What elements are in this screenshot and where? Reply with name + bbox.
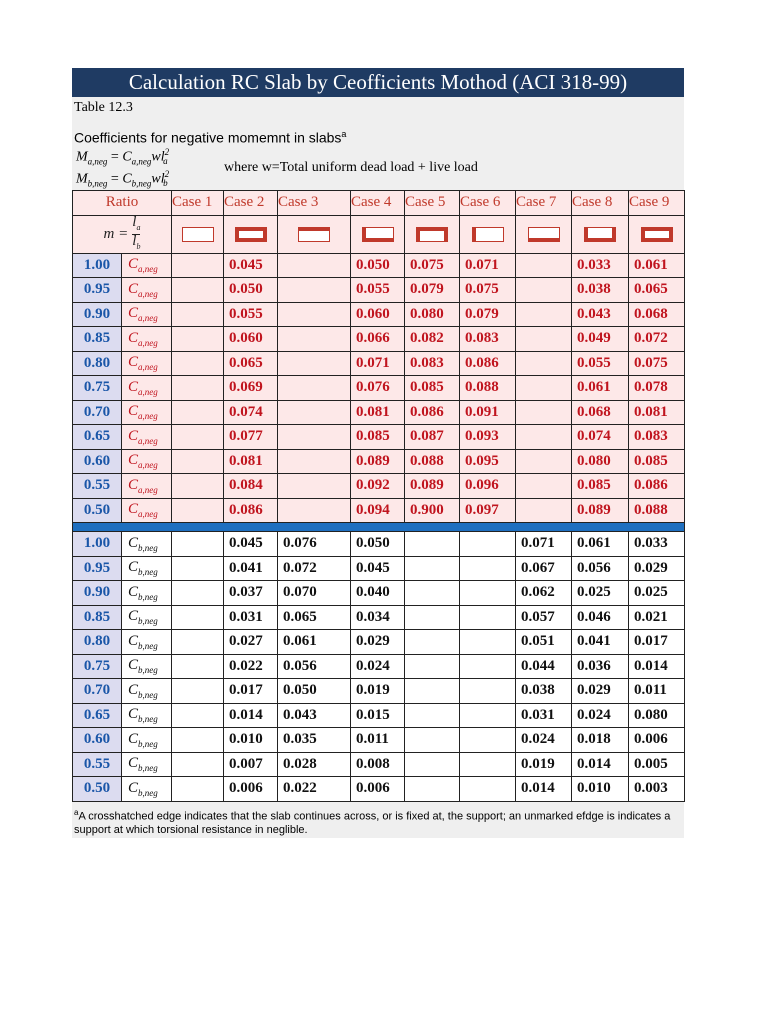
cb-neg-case-2-value: 0.045 [224, 532, 278, 557]
m-ratio-formula: m = $\frac{l_a}{l_b}$ [73, 215, 172, 253]
cb-neg-case-5-value [405, 605, 460, 630]
ca-neg-case-7-value [516, 376, 572, 401]
ca-neg-row [73, 474, 685, 499]
ca-neg-case-2-value: 0.055 [224, 302, 278, 327]
ca-neg-case-1-value [172, 474, 224, 499]
case-6-header: Case 6 [460, 191, 516, 216]
ca-neg-case-8-value: 0.049 [572, 327, 629, 352]
cb-neg-case-2-value: 0.010 [224, 728, 278, 753]
cb-neg-case-8-value: 0.046 [572, 605, 629, 630]
ca-neg-case-6-value: 0.086 [460, 351, 516, 376]
ca-neg-case-8-value: 0.080 [572, 449, 629, 474]
ca-neg-case-4-value: 0.060 [351, 302, 405, 327]
cb-neg-case-3-value: 0.028 [278, 752, 351, 777]
cb-neg-case-9-value: 0.029 [629, 556, 685, 581]
cb-neg-ratio-cell: 1.00 [73, 532, 122, 557]
case-5-header: Case 5 [405, 191, 460, 216]
cb-neg-case-8-value: 0.029 [572, 679, 629, 704]
cb-neg-case-7-value: 0.019 [516, 752, 572, 777]
ca-neg-ratio-cell: 0.80 [73, 351, 122, 376]
ca-neg-case-8-value: 0.085 [572, 474, 629, 499]
calculation-sheet [72, 68, 684, 838]
ca-neg-case-3-value [278, 327, 351, 352]
cb-neg-case-4-value: 0.045 [351, 556, 405, 581]
cb-neg-case-9-value: 0.025 [629, 581, 685, 606]
ca-neg-case-4-value: 0.081 [351, 400, 405, 425]
table-reference: Table 12.3 [74, 100, 133, 115]
cb-neg-case-8-value: 0.018 [572, 728, 629, 753]
ca-neg-case-2-value: 0.069 [224, 376, 278, 401]
cb-neg-case-8-value: 0.061 [572, 532, 629, 557]
cb-neg-row [73, 752, 685, 777]
ca-neg-ratio-cell: 0.70 [73, 400, 122, 425]
cb-neg-case-2-value: 0.017 [224, 679, 278, 704]
ca-neg-case-6-value: 0.071 [460, 253, 516, 278]
cb-neg-case-1-value [172, 581, 224, 606]
ca-neg-case-8-value: 0.068 [572, 400, 629, 425]
case-9-slab-icon [641, 227, 673, 242]
ca-neg-case-3-value [278, 400, 351, 425]
case-7-header: Case 7 [516, 191, 572, 216]
cb-neg-case-4-value: 0.024 [351, 654, 405, 679]
ca-neg-case-7-value [516, 449, 572, 474]
header-row [73, 191, 685, 216]
ca-neg-case-2-value: 0.065 [224, 351, 278, 376]
cb-neg-case-6-value [460, 728, 516, 753]
ca-neg-case-8-value: 0.055 [572, 351, 629, 376]
ca-neg-ratio-cell: 0.75 [73, 376, 122, 401]
cb-neg-case-7-value: 0.044 [516, 654, 572, 679]
cb-neg-case-1-value [172, 532, 224, 557]
ca-neg-case-4-value: 0.050 [351, 253, 405, 278]
cb-neg-case-5-value [405, 556, 460, 581]
ca-neg-case-9-value: 0.061 [629, 253, 685, 278]
cb-neg-row [73, 532, 685, 557]
cb-neg-row [73, 679, 685, 704]
ca-neg-case-1-value [172, 376, 224, 401]
cb-neg-case-1-value [172, 556, 224, 581]
cb-neg-case-4-value: 0.006 [351, 777, 405, 802]
cb-neg-case-7-value: 0.024 [516, 728, 572, 753]
case-3-header: Case 3 [278, 191, 351, 216]
formula-ma: $M_{a,neg} = C_{a,neg}wl^2_a$ [76, 147, 170, 167]
ca-neg-symbol-cell: $C_{a,neg}$ [122, 253, 172, 278]
cb-neg-case-4-value: 0.019 [351, 679, 405, 704]
cb-neg-case-9-value: 0.003 [629, 777, 685, 802]
ca-neg-case-1-value [172, 302, 224, 327]
cb-neg-ratio-cell: 0.90 [73, 581, 122, 606]
cb-neg-case-2-value: 0.007 [224, 752, 278, 777]
cb-neg-case-3-value: 0.061 [278, 630, 351, 655]
cb-neg-case-9-value: 0.033 [629, 532, 685, 557]
ca-neg-symbol-cell: $C_{a,neg}$ [122, 302, 172, 327]
ca-neg-case-3-value [278, 425, 351, 450]
footnote: $^a$A crosshatched edge indicates that the slab continues across, or is fixed at, the support; an unmarked efdge is indicates a support at which torsional resistance in neglible. [72, 802, 684, 838]
cb-neg-case-6-value [460, 532, 516, 557]
moment-formulas [72, 145, 684, 190]
ca-neg-row [73, 376, 685, 401]
ca-neg-case-4-value: 0.071 [351, 351, 405, 376]
ca-neg-case-4-value: 0.089 [351, 449, 405, 474]
cb-neg-case-6-value [460, 777, 516, 802]
ca-neg-case-2-value: 0.086 [224, 498, 278, 523]
cb-neg-case-4-value: 0.008 [351, 752, 405, 777]
cb-neg-row [73, 777, 685, 802]
ca-neg-row [73, 498, 685, 523]
cb-neg-case-7-value: 0.038 [516, 679, 572, 704]
ca-neg-case-5-value: 0.087 [405, 425, 460, 450]
ca-neg-case-5-value: 0.900 [405, 498, 460, 523]
ca-neg-case-8-value: 0.033 [572, 253, 629, 278]
cb-neg-case-2-value: 0.006 [224, 777, 278, 802]
case-icons-row [73, 215, 685, 253]
cb-neg-case-6-value [460, 581, 516, 606]
ca-neg-row [73, 327, 685, 352]
ca-neg-case-7-value [516, 253, 572, 278]
case-8-header: Case 8 [572, 191, 629, 216]
cb-neg-ratio-cell: 0.95 [73, 556, 122, 581]
ca-neg-case-2-value: 0.084 [224, 474, 278, 499]
ca-neg-case-9-value: 0.086 [629, 474, 685, 499]
cb-neg-symbol-cell: $C_{b,neg}$ [122, 679, 172, 704]
ca-neg-case-6-value: 0.083 [460, 327, 516, 352]
cb-neg-case-5-value [405, 728, 460, 753]
ca-neg-case-2-value: 0.050 [224, 278, 278, 303]
cb-neg-case-5-value [405, 752, 460, 777]
case-1-slab-icon [182, 227, 214, 242]
cb-neg-case-6-value [460, 752, 516, 777]
ca-neg-ratio-cell: 0.60 [73, 449, 122, 474]
ca-neg-case-2-value: 0.045 [224, 253, 278, 278]
ca-neg-case-3-value [278, 302, 351, 327]
intro-block [72, 97, 684, 190]
cb-neg-case-9-value: 0.014 [629, 654, 685, 679]
cb-neg-case-1-value [172, 654, 224, 679]
ca-neg-row [73, 400, 685, 425]
cb-neg-case-9-value: 0.011 [629, 679, 685, 704]
cb-neg-case-1-value [172, 630, 224, 655]
ca-neg-case-8-value: 0.043 [572, 302, 629, 327]
cb-neg-ratio-cell: 0.85 [73, 605, 122, 630]
ca-neg-ratio-cell: 0.85 [73, 327, 122, 352]
ca-neg-case-9-value: 0.078 [629, 376, 685, 401]
case-4-slab-icon [362, 227, 394, 242]
cb-neg-case-8-value: 0.025 [572, 581, 629, 606]
cb-neg-case-2-value: 0.022 [224, 654, 278, 679]
cb-neg-case-3-value: 0.035 [278, 728, 351, 753]
cb-neg-case-4-value: 0.050 [351, 532, 405, 557]
ca-neg-row [73, 278, 685, 303]
ca-neg-case-5-value: 0.088 [405, 449, 460, 474]
case-1-header: Case 1 [172, 191, 224, 216]
ca-neg-case-7-value [516, 474, 572, 499]
cb-neg-case-2-value: 0.014 [224, 703, 278, 728]
cb-neg-case-1-value [172, 777, 224, 802]
ca-neg-case-9-value: 0.088 [629, 498, 685, 523]
cb-neg-case-2-value: 0.037 [224, 581, 278, 606]
cb-neg-case-6-value [460, 630, 516, 655]
cb-neg-case-5-value [405, 532, 460, 557]
ca-neg-case-7-value [516, 278, 572, 303]
cb-neg-ratio-cell: 0.50 [73, 777, 122, 802]
ratio-header: Ratio [73, 191, 172, 216]
cb-neg-symbol-cell: $C_{b,neg}$ [122, 728, 172, 753]
ca-neg-case-6-value: 0.096 [460, 474, 516, 499]
cb-neg-case-8-value: 0.014 [572, 752, 629, 777]
ca-neg-symbol-cell: $C_{a,neg}$ [122, 498, 172, 523]
cb-neg-ratio-cell: 0.80 [73, 630, 122, 655]
cb-neg-case-3-value: 0.070 [278, 581, 351, 606]
cb-neg-case-3-value: 0.050 [278, 679, 351, 704]
footnote-mark: a [341, 129, 347, 139]
cb-neg-case-4-value: 0.029 [351, 630, 405, 655]
ca-neg-case-9-value: 0.081 [629, 400, 685, 425]
case-6-slab-icon [472, 227, 504, 242]
ca-neg-ratio-cell: 0.95 [73, 278, 122, 303]
ca-neg-case-9-value: 0.085 [629, 449, 685, 474]
cb-neg-row [73, 654, 685, 679]
ca-neg-case-6-value: 0.075 [460, 278, 516, 303]
cb-neg-case-3-value: 0.065 [278, 605, 351, 630]
cb-neg-case-9-value: 0.005 [629, 752, 685, 777]
cb-neg-case-1-value [172, 752, 224, 777]
ca-neg-row [73, 351, 685, 376]
ca-neg-case-6-value: 0.079 [460, 302, 516, 327]
ca-neg-case-9-value: 0.075 [629, 351, 685, 376]
cb-neg-row [73, 728, 685, 753]
cb-neg-case-5-value [405, 777, 460, 802]
cb-neg-case-5-value [405, 703, 460, 728]
cb-neg-case-7-value: 0.062 [516, 581, 572, 606]
cb-neg-case-6-value [460, 556, 516, 581]
ca-neg-case-7-value [516, 400, 572, 425]
cb-neg-symbol-cell: $C_{b,neg}$ [122, 532, 172, 557]
ca-neg-case-6-value: 0.097 [460, 498, 516, 523]
cb-neg-case-8-value: 0.024 [572, 703, 629, 728]
cb-neg-case-8-value: 0.036 [572, 654, 629, 679]
cb-neg-case-7-value: 0.051 [516, 630, 572, 655]
cb-neg-symbol-cell: $C_{b,neg}$ [122, 703, 172, 728]
ca-neg-case-5-value: 0.089 [405, 474, 460, 499]
cb-neg-case-7-value: 0.067 [516, 556, 572, 581]
cb-neg-ratio-cell: 0.60 [73, 728, 122, 753]
ca-neg-case-9-value: 0.072 [629, 327, 685, 352]
ca-neg-case-5-value: 0.075 [405, 253, 460, 278]
ca-neg-case-5-value: 0.085 [405, 376, 460, 401]
formula-mb: $M_{b,neg} = C_{b,neg}wl^2_b$ [76, 169, 170, 189]
ca-neg-case-3-value [278, 474, 351, 499]
ca-neg-case-6-value: 0.091 [460, 400, 516, 425]
case-4-header: Case 4 [351, 191, 405, 216]
cb-neg-case-9-value: 0.017 [629, 630, 685, 655]
cb-neg-case-1-value [172, 728, 224, 753]
cb-neg-case-2-value: 0.031 [224, 605, 278, 630]
ca-neg-case-4-value: 0.055 [351, 278, 405, 303]
ca-neg-case-2-value: 0.077 [224, 425, 278, 450]
cb-neg-row [73, 556, 685, 581]
cb-neg-case-1-value [172, 703, 224, 728]
ca-neg-symbol-cell: $C_{a,neg}$ [122, 400, 172, 425]
case-3-slab-icon [298, 227, 330, 242]
cb-neg-case-8-value: 0.010 [572, 777, 629, 802]
case-8-slab-icon [584, 227, 616, 242]
ca-neg-case-2-value: 0.074 [224, 400, 278, 425]
ca-neg-case-3-value [278, 253, 351, 278]
ca-neg-case-5-value: 0.083 [405, 351, 460, 376]
cb-neg-case-3-value: 0.056 [278, 654, 351, 679]
ca-neg-symbol-cell: $C_{a,neg}$ [122, 376, 172, 401]
ca-neg-case-9-value: 0.068 [629, 302, 685, 327]
ca-neg-case-7-value [516, 425, 572, 450]
ca-neg-case-8-value: 0.061 [572, 376, 629, 401]
cb-neg-row [73, 703, 685, 728]
ca-neg-case-3-value [278, 278, 351, 303]
cb-neg-case-7-value: 0.071 [516, 532, 572, 557]
cb-neg-case-4-value: 0.034 [351, 605, 405, 630]
ca-neg-row [73, 425, 685, 450]
cb-neg-row [73, 630, 685, 655]
ca-neg-ratio-cell: 0.90 [73, 302, 122, 327]
cb-neg-symbol-cell: $C_{b,neg}$ [122, 654, 172, 679]
cb-neg-case-7-value: 0.014 [516, 777, 572, 802]
cb-neg-case-6-value [460, 605, 516, 630]
cb-neg-case-5-value [405, 679, 460, 704]
ca-neg-symbol-cell: $C_{a,neg}$ [122, 327, 172, 352]
case-9-header: Case 9 [629, 191, 685, 216]
cb-neg-case-5-value [405, 654, 460, 679]
coefficients-table [72, 190, 685, 802]
cb-neg-case-4-value: 0.011 [351, 728, 405, 753]
ca-neg-case-4-value: 0.076 [351, 376, 405, 401]
ca-neg-case-8-value: 0.074 [572, 425, 629, 450]
ca-neg-case-6-value: 0.095 [460, 449, 516, 474]
ca-neg-case-4-value: 0.092 [351, 474, 405, 499]
ca-neg-case-1-value [172, 253, 224, 278]
ca-neg-case-1-value [172, 425, 224, 450]
cb-neg-case-4-value: 0.015 [351, 703, 405, 728]
ca-neg-case-4-value: 0.094 [351, 498, 405, 523]
ca-neg-case-7-value [516, 351, 572, 376]
cb-neg-row [73, 581, 685, 606]
case-7-slab-icon [528, 227, 560, 242]
cb-neg-case-9-value: 0.006 [629, 728, 685, 753]
cb-neg-row [73, 605, 685, 630]
cb-neg-case-6-value [460, 703, 516, 728]
ca-neg-case-1-value [172, 351, 224, 376]
ca-neg-case-3-value [278, 449, 351, 474]
ca-neg-case-1-value [172, 327, 224, 352]
ca-neg-ratio-cell: 0.55 [73, 474, 122, 499]
cb-neg-case-7-value: 0.031 [516, 703, 572, 728]
cb-neg-case-6-value [460, 654, 516, 679]
cb-neg-ratio-cell: 0.70 [73, 679, 122, 704]
ca-neg-case-1-value [172, 400, 224, 425]
ca-neg-case-1-value [172, 278, 224, 303]
ca-neg-case-5-value: 0.080 [405, 302, 460, 327]
cb-neg-case-5-value [405, 630, 460, 655]
ca-neg-case-6-value: 0.093 [460, 425, 516, 450]
ca-neg-case-2-value: 0.060 [224, 327, 278, 352]
table-subtitle: Coefficients for negative momemnt in slabs$^a$ [74, 129, 347, 146]
ca-neg-case-8-value: 0.038 [572, 278, 629, 303]
ca-neg-symbol-cell: $C_{a,neg}$ [122, 449, 172, 474]
case-2-slab-icon [235, 227, 267, 242]
cb-neg-case-9-value: 0.021 [629, 605, 685, 630]
cb-neg-case-3-value: 0.076 [278, 532, 351, 557]
ca-neg-case-9-value: 0.083 [629, 425, 685, 450]
cb-neg-case-3-value: 0.072 [278, 556, 351, 581]
ca-neg-row [73, 253, 685, 278]
ca-neg-symbol-cell: $C_{a,neg}$ [122, 278, 172, 303]
cb-neg-case-8-value: 0.056 [572, 556, 629, 581]
ca-neg-case-1-value [172, 449, 224, 474]
ca-neg-case-3-value [278, 376, 351, 401]
ca-neg-ratio-cell: 0.65 [73, 425, 122, 450]
ca-neg-symbol-cell: $C_{a,neg}$ [122, 425, 172, 450]
ca-neg-case-7-value [516, 327, 572, 352]
ca-neg-ratio-cell: 0.50 [73, 498, 122, 523]
ca-neg-case-4-value: 0.066 [351, 327, 405, 352]
ca-neg-case-2-value: 0.081 [224, 449, 278, 474]
case-5-slab-icon [416, 227, 448, 242]
cb-neg-case-2-value: 0.027 [224, 630, 278, 655]
case-2-header: Case 2 [224, 191, 278, 216]
cb-neg-case-9-value: 0.080 [629, 703, 685, 728]
ca-neg-row [73, 302, 685, 327]
cb-neg-symbol-cell: $C_{b,neg}$ [122, 556, 172, 581]
section-separator [73, 523, 685, 532]
ca-neg-case-3-value [278, 351, 351, 376]
ca-neg-case-7-value [516, 498, 572, 523]
ca-neg-case-9-value: 0.065 [629, 278, 685, 303]
ca-neg-symbol-cell: $C_{a,neg}$ [122, 474, 172, 499]
cb-neg-ratio-cell: 0.55 [73, 752, 122, 777]
ca-neg-case-4-value: 0.085 [351, 425, 405, 450]
cb-neg-ratio-cell: 0.65 [73, 703, 122, 728]
cb-neg-case-1-value [172, 605, 224, 630]
cb-neg-symbol-cell: $C_{b,neg}$ [122, 752, 172, 777]
ca-neg-case-6-value: 0.088 [460, 376, 516, 401]
ca-neg-case-5-value: 0.082 [405, 327, 460, 352]
cb-neg-case-2-value: 0.041 [224, 556, 278, 581]
ca-neg-symbol-cell: $C_{a,neg}$ [122, 351, 172, 376]
ca-neg-case-1-value [172, 498, 224, 523]
cb-neg-case-3-value: 0.043 [278, 703, 351, 728]
cb-neg-symbol-cell: $C_{b,neg}$ [122, 777, 172, 802]
ca-neg-case-8-value: 0.089 [572, 498, 629, 523]
page-title: Calculation RC Slab by Ceofficients Mothod (ACI 318-99) [72, 68, 684, 97]
cb-neg-case-1-value [172, 679, 224, 704]
cb-neg-case-3-value: 0.022 [278, 777, 351, 802]
ca-neg-ratio-cell: 1.00 [73, 253, 122, 278]
ca-neg-row [73, 449, 685, 474]
ca-neg-case-5-value: 0.079 [405, 278, 460, 303]
cb-neg-ratio-cell: 0.75 [73, 654, 122, 679]
cb-neg-case-4-value: 0.040 [351, 581, 405, 606]
cb-neg-case-6-value [460, 679, 516, 704]
cb-neg-case-8-value: 0.041 [572, 630, 629, 655]
cb-neg-symbol-cell: $C_{b,neg}$ [122, 581, 172, 606]
cb-neg-symbol-cell: $C_{b,neg}$ [122, 605, 172, 630]
cb-neg-case-5-value [405, 581, 460, 606]
ca-neg-case-7-value [516, 302, 572, 327]
cb-neg-case-7-value: 0.057 [516, 605, 572, 630]
load-definition: where w=Total uniform dead load + live load [224, 160, 478, 175]
ca-neg-case-3-value [278, 498, 351, 523]
cb-neg-symbol-cell: $C_{b,neg}$ [122, 630, 172, 655]
ca-neg-case-5-value: 0.086 [405, 400, 460, 425]
